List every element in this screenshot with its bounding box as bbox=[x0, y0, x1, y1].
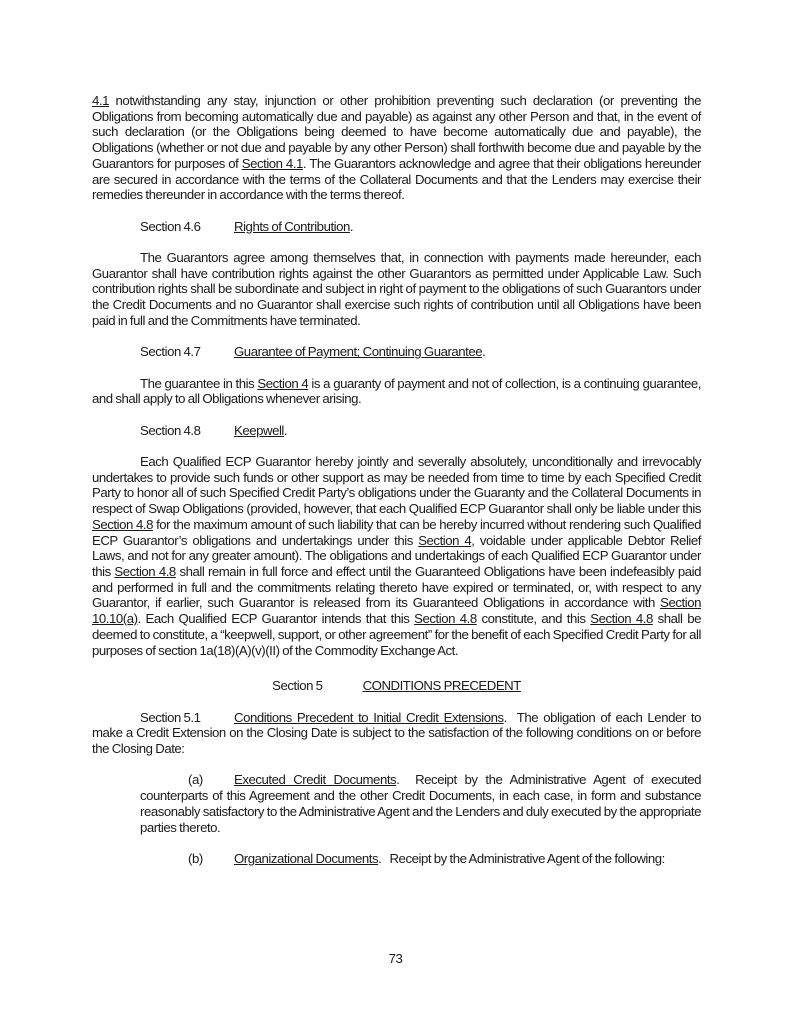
paragraph-executed-credit-documents bbox=[92, 772, 701, 835]
section-5-heading bbox=[92, 678, 701, 694]
section-number: Section 4.8 bbox=[140, 422, 201, 438]
period: . bbox=[283, 422, 288, 438]
clause-title: Organizational Documents bbox=[234, 850, 379, 866]
section-4-8-heading bbox=[92, 423, 701, 439]
section-number: Section 5.1 bbox=[140, 709, 201, 725]
section-number: Section 4.7 bbox=[140, 344, 201, 360]
cross-reference: Section 4.8 bbox=[92, 516, 153, 532]
text-run: constitute, and this bbox=[476, 611, 591, 627]
cross-reference: Section 4.8 bbox=[114, 564, 176, 579]
section-title: Rights of Contribution bbox=[234, 218, 350, 234]
text-run: . Each Qualified ECP Guarantor intends that this bbox=[137, 611, 415, 627]
text-run: Each Qualified ECP Guarantor hereby jointly and severally absolutely, unconditionally and irrevocably undertakes to provide such funds or other support as may be needed from time to time by each Specified Credit Party to honor all of such Specified Credit Party’s obligations under the Guaranty and the Collateral Documents in respect of Swap Obligations (provided, however, that each Qualified ECP Guarantor shall only be liable under this bbox=[92, 454, 701, 517]
section-4-6-heading bbox=[92, 219, 701, 235]
text-run: Receipt by the Administrative Agent of executed counterparts of this Agreement and the other Credit Documents, in each case, in form and substance reasonably satisfactory to the Administrative Agent and the Lenders and duly executed by the appropriate parties thereto. bbox=[140, 772, 701, 835]
cross-reference: Section 4.8 bbox=[414, 611, 477, 627]
clause-b-text bbox=[389, 851, 664, 866]
text-run: , voidable under applicable Debtor Relief Laws, and not for any greater amount). The obligations and undertakings of each Qualified ECP Guarantor under this bbox=[92, 532, 702, 579]
period: . bbox=[378, 850, 382, 866]
cross-reference: Section 4.8 bbox=[590, 611, 653, 627]
document-page bbox=[92, 93, 701, 882]
paragraph-guarantee-acceleration bbox=[92, 93, 701, 203]
text-run: . The Guarantors acknowledge and agree that their obligations hereunder are secured in accordance with the terms of the Collateral Documents and that the Lenders may exercise their remedies thereunder in accordance with the terms thereof. bbox=[92, 155, 701, 203]
section-number: Section 4.6 bbox=[140, 218, 201, 234]
paragraph-keepwell bbox=[92, 454, 701, 658]
text-run: shall be deemed to constitute, a “keepwell, support, or other agreement” for the benefit of each Specified Credit Party for all purposes of section 1a(18)(A)(v)(II) of the Commodity Exchange Act. bbox=[92, 611, 701, 658]
paragraph-section-5-1 bbox=[92, 710, 701, 757]
clause-label: (b) bbox=[188, 850, 203, 866]
cross-reference: 4.1 bbox=[92, 93, 109, 108]
text-run: The obligation of each Lender to make a Credit Extension on the Closing Date is subject to the satisfaction of the following conditions on or before the Closing Date: bbox=[92, 709, 701, 757]
text-run: shall remain in full force and effect until the Guaranteed Obligations have been indefeasibly paid and performed in full and the commitments relating thereto have expired or terminated, or, with respect to any Guarantor, if earlier, such Guarantor is released from its Guaranteed Obligations in accordance with bbox=[92, 564, 701, 611]
cross-reference: Section 4 bbox=[418, 532, 472, 548]
clause-label: (a) bbox=[188, 772, 203, 788]
text-run: notwithstanding any stay, injunction or other prohibition preventing such declaration (or preventing the Obligations from becoming automatically due and payable) as against any other Person and that, in the event of such declaration (or the Obligations being deemed to have become automatically due and payable), the Obligations (whether or not due and payable by any other Person) shall forthwith become due and payable by the Guarantors for purposes of bbox=[92, 93, 701, 171]
text-run: The guarantee in this bbox=[140, 375, 258, 391]
section-number: Section 5 bbox=[272, 678, 323, 694]
section-title: Conditions Precedent to Initial Credit Extensions bbox=[234, 709, 504, 725]
text-run: The Guarantors agree among themselves that, in connection with payments made hereunder, each Guarantor shall have contribution rights against the other Guarantors as permitted under Applicable Law. Such contribution rights shall be subordinate and subject in right of payment to the obligations of such Guarantors under the Credit Documents and no Guarantor shall exercise such rights of contribution until all Obligations have been paid in full and the Commitments have terminated. bbox=[92, 250, 701, 328]
section-title: CONDITIONS PRECEDENT bbox=[362, 678, 521, 694]
period: . bbox=[396, 772, 400, 788]
text-run: is a guaranty of payment and not of collection, is a continuing guarantee, and shall apply to all Obligations whenever arising. bbox=[92, 375, 702, 407]
clause-title: Executed Credit Documents bbox=[234, 772, 397, 788]
text-run: for the maximum amount of such liability that can be hereby incurred without rendering such Qualified ECP Guarantor’s obligations and undertakings under this bbox=[92, 516, 701, 548]
cross-reference: Section 10.10(a) bbox=[92, 595, 701, 627]
period: . bbox=[482, 344, 486, 360]
section-title: Keepwell bbox=[234, 422, 284, 438]
period: . bbox=[503, 709, 507, 725]
cross-reference: Section 4.1 bbox=[241, 155, 303, 171]
period: . bbox=[349, 218, 354, 234]
cross-reference: Section 4 bbox=[257, 375, 309, 391]
paragraph-guarantee-of-payment bbox=[92, 376, 701, 407]
paragraph-organizational-documents bbox=[92, 851, 701, 867]
section-4-7-heading bbox=[92, 344, 701, 360]
paragraph-rights-of-contribution bbox=[92, 250, 701, 329]
text-run: Receipt by the Administrative Agent of the following: bbox=[389, 850, 665, 866]
page-number: 73 bbox=[388, 951, 403, 966]
section-title: Guarantee of Payment; Continuing Guarantee bbox=[234, 344, 483, 360]
